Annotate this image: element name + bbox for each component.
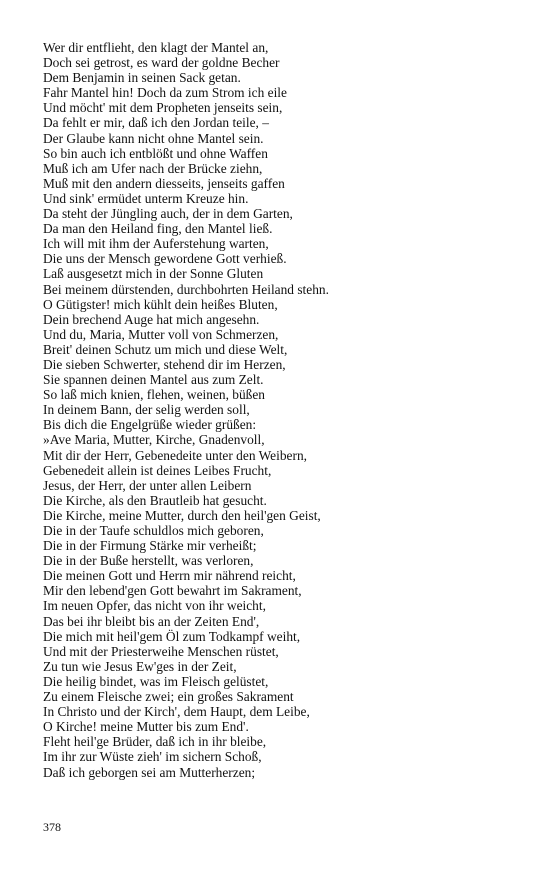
poem-line: Daß ich geborgen sei am Mutterherzen;	[43, 764, 256, 780]
poem-line: Wer dir entflieht, den klagt der Mantel an,	[43, 40, 269, 55]
poem-line: Bis dich die Engelgrüße wieder grüßen:	[43, 417, 257, 433]
poem-line: Jesus, der Herr, der unter allen Leibern	[43, 477, 252, 493]
poem-line: So bin auch ich entblößt und ohne Waffen	[43, 145, 268, 161]
poem-line: Das bei ihr bleibt bis an der Zeiten End',	[43, 613, 260, 629]
poem-line: Und du, Maria, Mutter voll von Schmerzen,	[43, 326, 279, 342]
poem-line: Muß ich am Ufer nach der Brücke ziehn,	[43, 160, 263, 176]
poem-line: Die Kirche, als den Brautleib hat gesucht.	[43, 492, 267, 508]
poem-line: Die in der Firmung Stärke mir verheißt;	[43, 538, 257, 554]
poem-line: Dem Benjamin in seinen Sack getan.	[43, 70, 241, 86]
poem-line: Fahr Mantel hin! Doch da zum Strom ich eile	[43, 85, 287, 101]
poem-line: In Christo und der Kirch', dem Haupt, dem Leibe,	[43, 704, 310, 720]
poem-line: Und mit der Priesterweihe Menschen rüstet,	[43, 643, 279, 659]
poem-line: Zu einem Fleische zwei; ein großes Sakrament	[43, 689, 294, 705]
poem-line: In deinem Bann, der selig werden soll,	[43, 402, 250, 418]
poem-line: Die heilig bindet, was im Fleisch gelüstet,	[43, 673, 269, 689]
poem-line: Sie spannen deinen Mantel aus zum Zelt.	[43, 372, 264, 388]
poem-line: Und möcht' mit dem Propheten jenseits sein,	[43, 100, 283, 116]
poem-line: Im neuen Opfer, das nicht von ihr weicht,	[43, 598, 266, 614]
poem-line: Der Glaube kann nicht ohne Mantel sein.	[43, 130, 264, 146]
poem-line: O Gütigster! mich kühlt dein heißes Bluten,	[43, 296, 278, 312]
poem-line: Da fehlt er mir, daß ich den Jordan teile, –	[43, 115, 269, 131]
poem-line: Gebenedeit allein ist deines Leibes Frucht,	[43, 462, 272, 478]
poem-line: »Ave Maria, Mutter, Kirche, Gnadenvoll,	[43, 432, 265, 448]
poem-line: Die in der Taufe schuldlos mich geboren,	[43, 523, 264, 538]
poem-line: Dein brechend Auge hat mich angesehn.	[43, 311, 260, 327]
poem-line: Fleht heil'ge Brüder, daß ich in ihr bleibe,	[43, 734, 267, 750]
poem-line: Muß mit den andern diesseits, jenseits gaffen	[43, 175, 285, 191]
poem-line: Die sieben Schwerter, stehend dir im Herzen,	[43, 356, 286, 372]
poem-line: Die Kirche, meine Mutter, durch den heil'gen Geist,	[43, 507, 321, 523]
poem-line: Doch sei getrost, es ward der goldne Becher	[43, 55, 280, 71]
poem-line: Da steht der Jüngling auch, der in dem Garten,	[43, 206, 293, 222]
poem-text	[43, 40, 523, 780]
poem-line: Laß ausgesetzt mich in der Sonne Gluten	[43, 266, 264, 282]
poem-line: Mir den lebend'gen Gott bewahrt im Sakrament,	[43, 583, 302, 599]
poem-line: Die mich mit heil'gem Öl zum Todkampf weiht,	[43, 628, 301, 644]
poem-line: Da man den Heiland fing, den Mantel ließ.	[43, 221, 273, 237]
poem-line: Die in der Buße herstellt, was verloren,	[43, 553, 254, 569]
page-number: 378	[43, 820, 61, 834]
poem-line: Und sink' ermüdet unterm Kreuze hin.	[43, 190, 249, 206]
poem-line: Mit dir der Herr, Gebenedeite unter den Weibern,	[43, 447, 307, 463]
poem-line: Breit' deinen Schutz um mich und diese Welt,	[43, 341, 288, 357]
poem-line: Bei meinem dürstenden, durchbohrten Heiland stehn.	[43, 281, 329, 297]
poem-line: O Kirche! meine Mutter bis zum End'.	[43, 719, 249, 735]
poem-line: Im ihr zur Wüste zieh' im sichern Schoß,	[43, 749, 262, 765]
poem-line: Die meinen Gott und Herrn mir nährend reicht,	[43, 568, 296, 584]
poem-line: Die uns der Mensch gewordene Gott verhieß.	[43, 251, 287, 267]
poem-line: Zu tun wie Jesus Ew'ges in der Zeit,	[43, 658, 237, 674]
poem-line: Ich will mit ihm der Auferstehung warten,	[43, 236, 269, 252]
poem-line: So laß mich knien, flehen, weinen, büßen	[43, 387, 266, 403]
